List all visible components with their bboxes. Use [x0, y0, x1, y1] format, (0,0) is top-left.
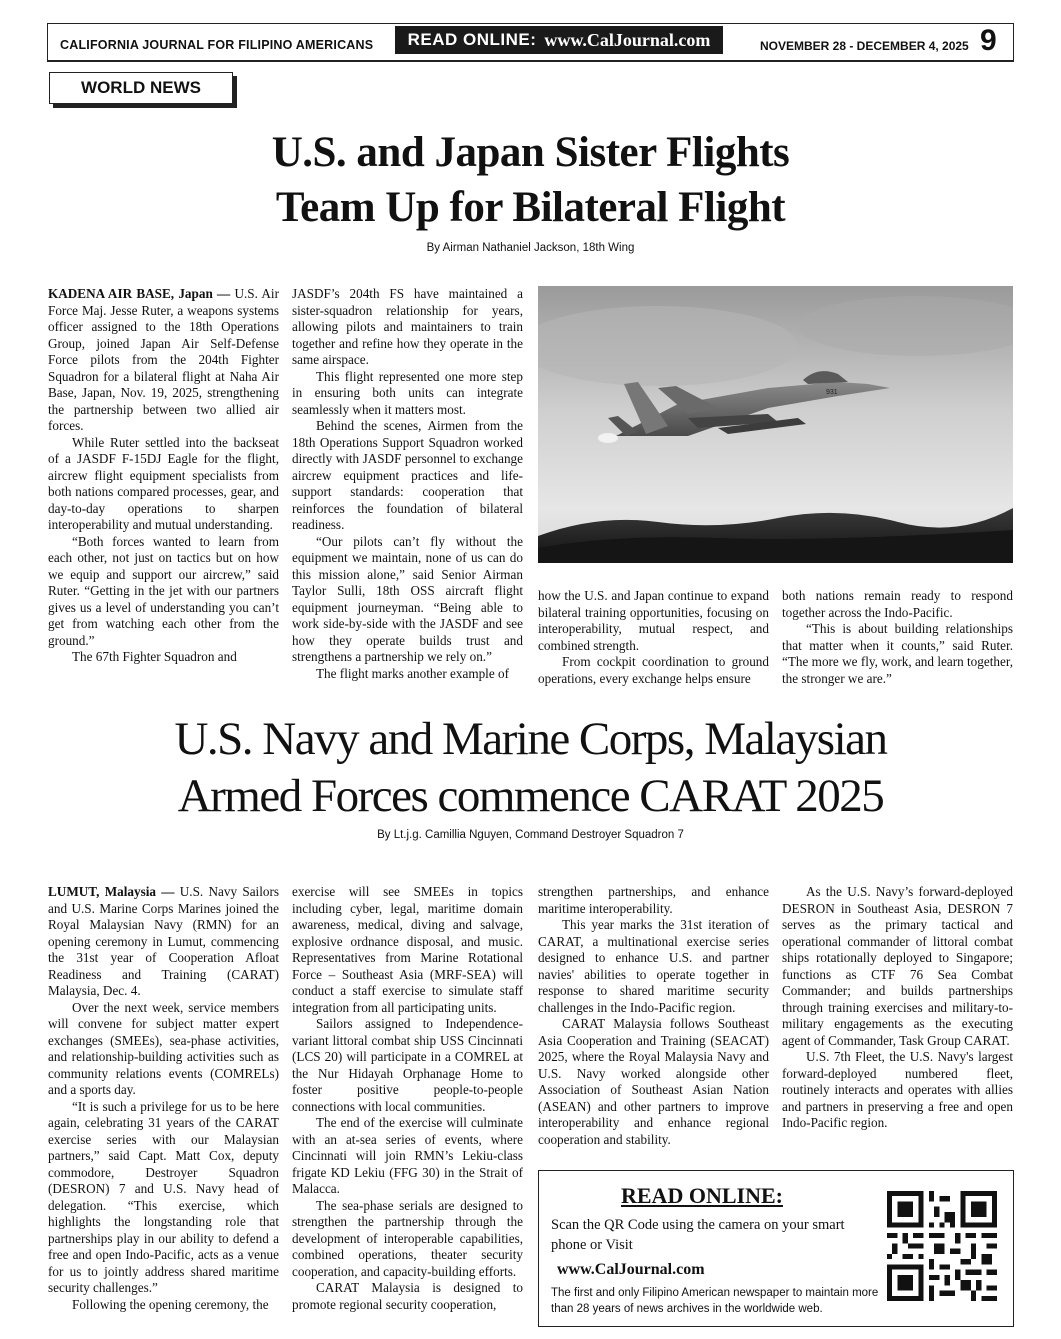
- article2-paragraph: Sailors assigned to Independence-variant littoral combat ship USS Cincinnati (LCS 20) will participate in a COMREL at the Nur Hidayah Orphanage Home to foster positive people-to-people connections with local communities.: [292, 1016, 523, 1114]
- article2-paragraph: strengthen partnerships, and enhance maritime interoperability.: [538, 884, 769, 916]
- article1-column-4: [782, 588, 1013, 687]
- read-online-url[interactable]: www.CalJournal.com: [544, 29, 711, 50]
- article1-column-2: [292, 286, 523, 682]
- article2-paragraph: As the U.S. Navy’s forward-deployed DESRON in Southeast Asia, DESRON 7 serves as the primary tactical and operational commander of littoral combat ships rotationally deployed to Singapore; functions as CTF 76 Sea Combat Commander; and builds partnerships through training exercises and military-to-military engagements as the executing agent of Commander, Task Group CARAT.: [782, 884, 1013, 1048]
- jet-marking: 931: [826, 389, 838, 396]
- article1-paragraph: The 67th Fighter Squadron and: [72, 649, 237, 664]
- article2-paragraph: The sea-phase serials are designed to strengthen the partnership through the development of interoperable capabilities, combined operations, theater security cooperation, and capacity-building efforts.: [292, 1197, 523, 1279]
- article2-title-line2: Armed Forces commence CARAT 2025: [177, 770, 884, 822]
- read-online-label: READ ONLINE:: [407, 30, 537, 49]
- qr-code-icon[interactable]: [887, 1191, 997, 1301]
- article1-paragraph: both nations remain ready to respond together across the Indo-Pacific.: [782, 588, 1013, 620]
- publication-name: CALIFORNIA JOURNAL FOR FILIPINO AMERICANS: [60, 38, 374, 52]
- scan-instructions: Scan the QR Code using the camera on your smart phone or Visit: [551, 1217, 845, 1253]
- read-online-box-title: READ ONLINE:: [621, 1183, 783, 1208]
- article2-paragraph: “It is such a privilege for us to be here again, celebrating 31 years of the CARAT exercise series with our Malaysian partners,” said Capt. Matt Cox, deputy commodore, Destroyer Squadron (DESRON) 7 and U.S. Navy head of delegation. “This exercise, which highlights the longstanding role that partnerships play in our ability to defend a free and open Indo-Pacific, acts as a venue for us to jointly address shared maritime security challenges.”: [48, 1098, 279, 1295]
- article2-paragraph: CARAT Malaysia follows Southeast Asia Cooperation and Training (SEACAT) 2025, where the Royal Malaysia Navy and U.S. Navy worked alongside other Association of Southeast Asian Nation (ASEAN) and other partners to improve interoperability and enhance regional cooperation and stability.: [538, 1016, 769, 1147]
- article2-title-line1: U.S. Navy and Marine Corps, Malaysian: [174, 713, 887, 765]
- article1-paragraph: “This is about building relationships that matter when it counts,” said Ruter. “The more we fly, work, and learn together, the stronger we are.”: [782, 621, 1013, 686]
- read-online-banner[interactable]: [395, 26, 723, 54]
- article1-title-line1: U.S. and Japan Sister Flights: [271, 129, 790, 176]
- article2-paragraph: U.S. 7th Fleet, the U.S. Navy's largest forward-deployed numbered fleet, routinely interacts and operates with allies and partners in preserving a free and open Indo-Pacific region.: [782, 1049, 1013, 1130]
- article1-paragraph: “Our pilots can’t fly without the equipment we maintain, none of us can do this mission alone,” said Senior Airman Taylor Sulli, 18th OSS aircraft flight equipment journeyman. “Being able to work side-by-side with the JASDF and see how they operate builds trust and strengthens a partnership we rely on.”: [292, 533, 523, 664]
- section-label: WORLD NEWS: [49, 72, 233, 104]
- archive-note: The first and only Filipino American newspaper to maintain more than 28 years of news archives in the worldwide web.: [551, 1287, 879, 1315]
- article2-paragraph: The end of the exercise will culminate with an at-sea series of events, where Cincinnati will join RMN’s Lekiu-class frigate KD Lekiu (FFG 30) in the Strait of Malacca.: [292, 1115, 523, 1196]
- article2-paragraph: CARAT Malaysia is designed to promote regional security cooperation,: [292, 1280, 523, 1312]
- article2-column-2: [292, 884, 523, 1313]
- article1-paragraph: This flight represented one more step in ensuring both units can integrate seamlessly when it matters most.: [292, 368, 523, 417]
- fighter-jet-illustration: [538, 286, 1013, 563]
- article2-paragraph: This year marks the 31st iteration of CARAT, a multinational exercise series designed to enhance U.S. and partner navies' abilities to operate together in response to shared maritime security challenges in the Indo-Pacific region.: [538, 917, 769, 1015]
- article1-paragraph: Behind the scenes, Airmen from the 18th Operations Support Squadron worked directly with JASDF personnel to exchange aircrew equipment practices and life-support standards: cooperation that reinforces the foundation of bilateral readiness.: [292, 418, 523, 532]
- article2-byline: By Lt.j.g. Camillia Nguyen, Command Destroyer Squadron 7: [377, 829, 684, 841]
- article2-dateline: LUMUT, Malaysia —: [48, 884, 175, 899]
- fighter-jet-photo: [538, 286, 1013, 563]
- page-number: 9: [980, 24, 997, 57]
- article1-paragraph: JASDF’s 204th FS have maintained a sister-squadron relationship for years, allowing pilots and maintainers to train together and refine how they operate in the same airspace.: [292, 286, 523, 367]
- article2-paragraph: Following the opening ceremony, the: [72, 1296, 269, 1312]
- article2-column-4: [782, 884, 1013, 1132]
- article1-dateline: KADENA AIR BASE, Japan —: [48, 286, 231, 301]
- article1-column-1: [48, 286, 279, 666]
- article2-column-3: [538, 884, 769, 1148]
- website-link[interactable]: www.CalJournal.com: [557, 1261, 705, 1278]
- article1-paragraph: While Ruter settled into the backseat of a JASDF F-15DJ Eagle for the flight, aircrew flight equipment specialists from both nations compared processes, gear, and day-to-day operations to sharpen interoperability and mutual understanding.: [48, 434, 279, 532]
- article1-paragraph: KADENA AIR BASE, Japan — U.S. Air Force Maj. Jesse Ruter, a weapons systems officer assigned to the 18th Operations Group, joined Japan Air Self-Defense Force pilots from the 204th Fighter Squadron for a bilateral flight at Naha Air Base, Japan, Nov. 19, 2025, strengthening the partnership between two allied air forces.: [48, 286, 279, 433]
- article1-paragraph: how the U.S. and Japan continue to expand bilateral training opportunities, focusing on interoperability, mutual respect, and combined strength.: [538, 588, 769, 653]
- article1-paragraph: From cockpit coordination to ground operations, every exchange helps ensure: [538, 654, 769, 686]
- article1-column-3: [538, 588, 769, 687]
- read-online-box: [538, 1170, 1014, 1327]
- article2-paragraph: Over the next week, service members will convene for subject matter expert exchanges (SMEEs), sea-phase activities, and relationship-building activities such as community relations events (COMRELs) and a sports day.: [48, 999, 279, 1097]
- article1-paragraph: The flight marks another example of: [316, 665, 509, 681]
- article2-paragraph: exercise will see SMEEs in topics including cyber, legal, maritime domain awareness, medical, diving and salvage, explosive ordnance disposal, and music. Representatives from Marine Rotational Force – Southeast Asia (MRF-SEA) will conduct a staff exercise to simulate staff integration from all participating units.: [292, 884, 523, 1015]
- article1-byline: By Airman Nathaniel Jackson, 18th Wing: [426, 242, 635, 254]
- article1-paragraph: “Both forces wanted to learn from each other, not just on tactics but on how we equip and support our aircrew,” said Ruter. “Getting in the jet with our partners gives us a level of understanding you can’t get from watching each other from the ground.”: [48, 533, 279, 648]
- article1-title-line2: Team Up for Bilateral Flight: [275, 184, 786, 231]
- issue-date: NOVEMBER 28 - DECEMBER 4, 2025: [760, 39, 969, 53]
- article2-paragraph: LUMUT, Malaysia — U.S. Navy Sailors and U.S. Marine Corps Marines joined the Royal Malaysian Navy (RMN) for an opening ceremony in Lumut, commencing the 31st year of Cooperation Afloat Readiness and Training (CARAT) Malaysia, Dec. 4.: [48, 884, 280, 998]
- article2-column-1: [48, 884, 279, 1313]
